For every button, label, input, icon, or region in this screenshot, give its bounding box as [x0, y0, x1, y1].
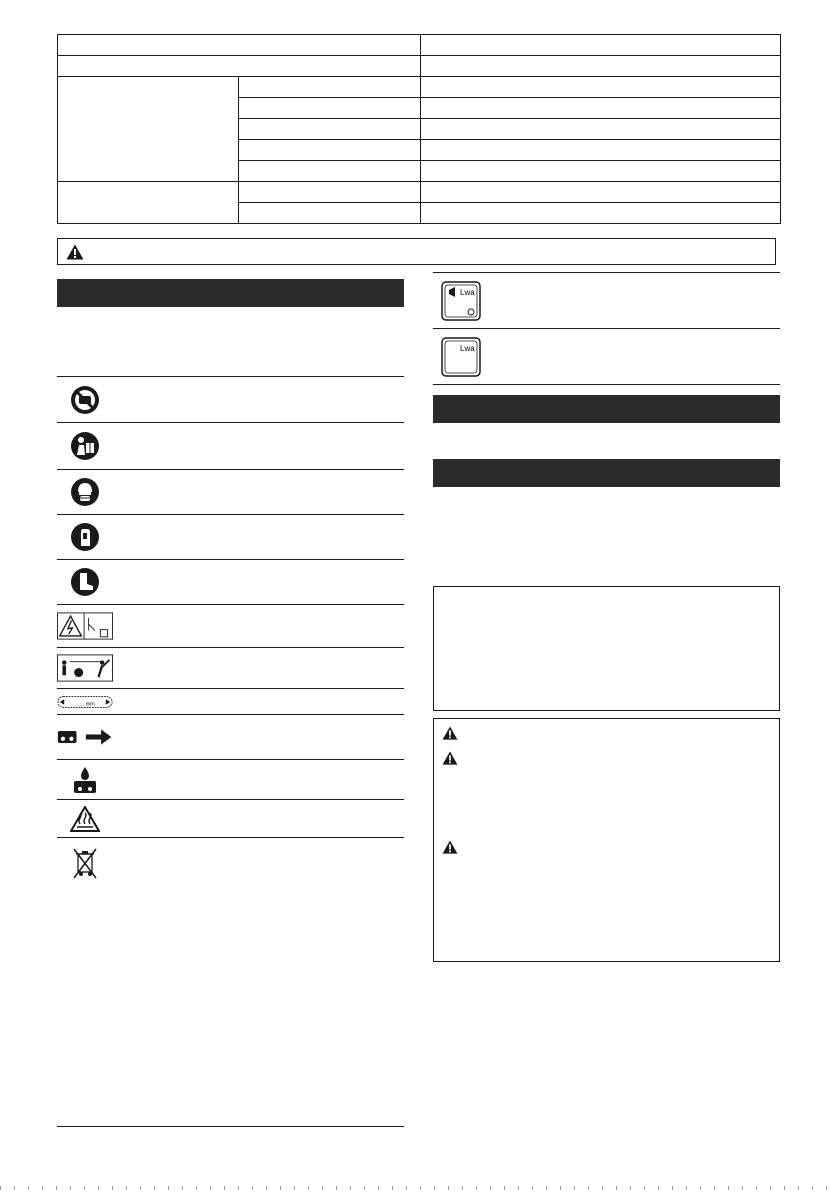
- spec-row: [58, 182, 781, 203]
- keep-distance-icon: [57, 653, 113, 683]
- symbol-row: [433, 272, 780, 328]
- symbol-row: [433, 328, 780, 385]
- sound-power-guaranteed-icon: [433, 337, 489, 377]
- hot-surface-icon: [57, 806, 113, 832]
- caution-item: [442, 751, 466, 765]
- hand-protection-icon: [57, 522, 113, 552]
- symbol-row: [57, 714, 404, 759]
- symbol-row: [57, 688, 404, 714]
- spec-row: [58, 77, 781, 98]
- spec-cell: [239, 98, 421, 119]
- sound-symbol-list: [433, 272, 780, 385]
- spec-cell: [421, 140, 781, 161]
- spec-cell: [421, 77, 781, 98]
- caution-item: [442, 726, 466, 740]
- warning-triangle-icon: [442, 726, 458, 740]
- chain-direction-icon: [57, 726, 113, 748]
- symbol-list: [57, 376, 404, 883]
- spec-table: [57, 34, 781, 224]
- spec-cell: [421, 182, 781, 203]
- caution-item: [442, 840, 466, 854]
- sound-level-label: Lwa: [460, 343, 475, 353]
- spec-cell: [239, 161, 421, 182]
- read-manual-icon: [57, 431, 113, 461]
- spec-row: [58, 56, 781, 77]
- symbol-row: [57, 559, 404, 604]
- warning-bar: [57, 238, 776, 265]
- symbol-row: [57, 759, 404, 799]
- spec-cell: [239, 203, 421, 224]
- chain-oil-icon: [57, 765, 113, 795]
- symbol-row: [57, 469, 404, 514]
- recycle-bin-crossed-icon: [57, 846, 113, 880]
- head-protection-icon: [57, 477, 113, 507]
- footer-rule: [57, 1126, 404, 1127]
- chain-length-label: ...... mm: [75, 701, 95, 708]
- symbol-row: [57, 647, 404, 688]
- spec-cell: [421, 161, 781, 182]
- sound-level-label: Lwa: [460, 287, 475, 297]
- spec-cell: [58, 56, 421, 77]
- section-header: [433, 459, 780, 487]
- spec-cell: [239, 182, 421, 203]
- foot-protection-icon: [57, 567, 113, 597]
- spec-cell: [239, 77, 421, 98]
- no-phone-icon: [57, 385, 113, 415]
- spec-cell: [421, 98, 781, 119]
- notice-box: [433, 586, 780, 711]
- spec-cell: [421, 56, 781, 77]
- symbol-row: [57, 799, 404, 837]
- spec-cell: [58, 35, 421, 56]
- section-header-symbols: [57, 279, 404, 307]
- section-header: [433, 395, 780, 423]
- notice-text: [434, 587, 779, 603]
- warning-triangle-icon: [66, 244, 84, 260]
- spec-cell: [239, 140, 421, 161]
- symbol-row: [57, 514, 404, 559]
- symbol-row: [57, 837, 404, 883]
- sound-power-level-icon: [433, 281, 489, 321]
- warning-triangle-icon: [442, 751, 458, 765]
- warning-triangle-icon: [442, 840, 458, 854]
- spec-cell: [421, 35, 781, 56]
- symbol-row: [57, 422, 404, 469]
- chain-length-icon: [57, 694, 113, 710]
- spec-cell: [421, 119, 781, 140]
- symbol-row: [57, 376, 404, 422]
- electrocution-hazard-icon: [57, 611, 113, 641]
- caution-box: [433, 718, 780, 962]
- spec-row: [58, 35, 781, 56]
- spec-group-cell: [58, 182, 239, 224]
- page-edge-marks: [0, 1186, 840, 1190]
- symbol-row: [57, 604, 404, 647]
- spec-group-cell: [58, 77, 239, 182]
- spec-cell: [421, 203, 781, 224]
- spec-cell: [239, 119, 421, 140]
